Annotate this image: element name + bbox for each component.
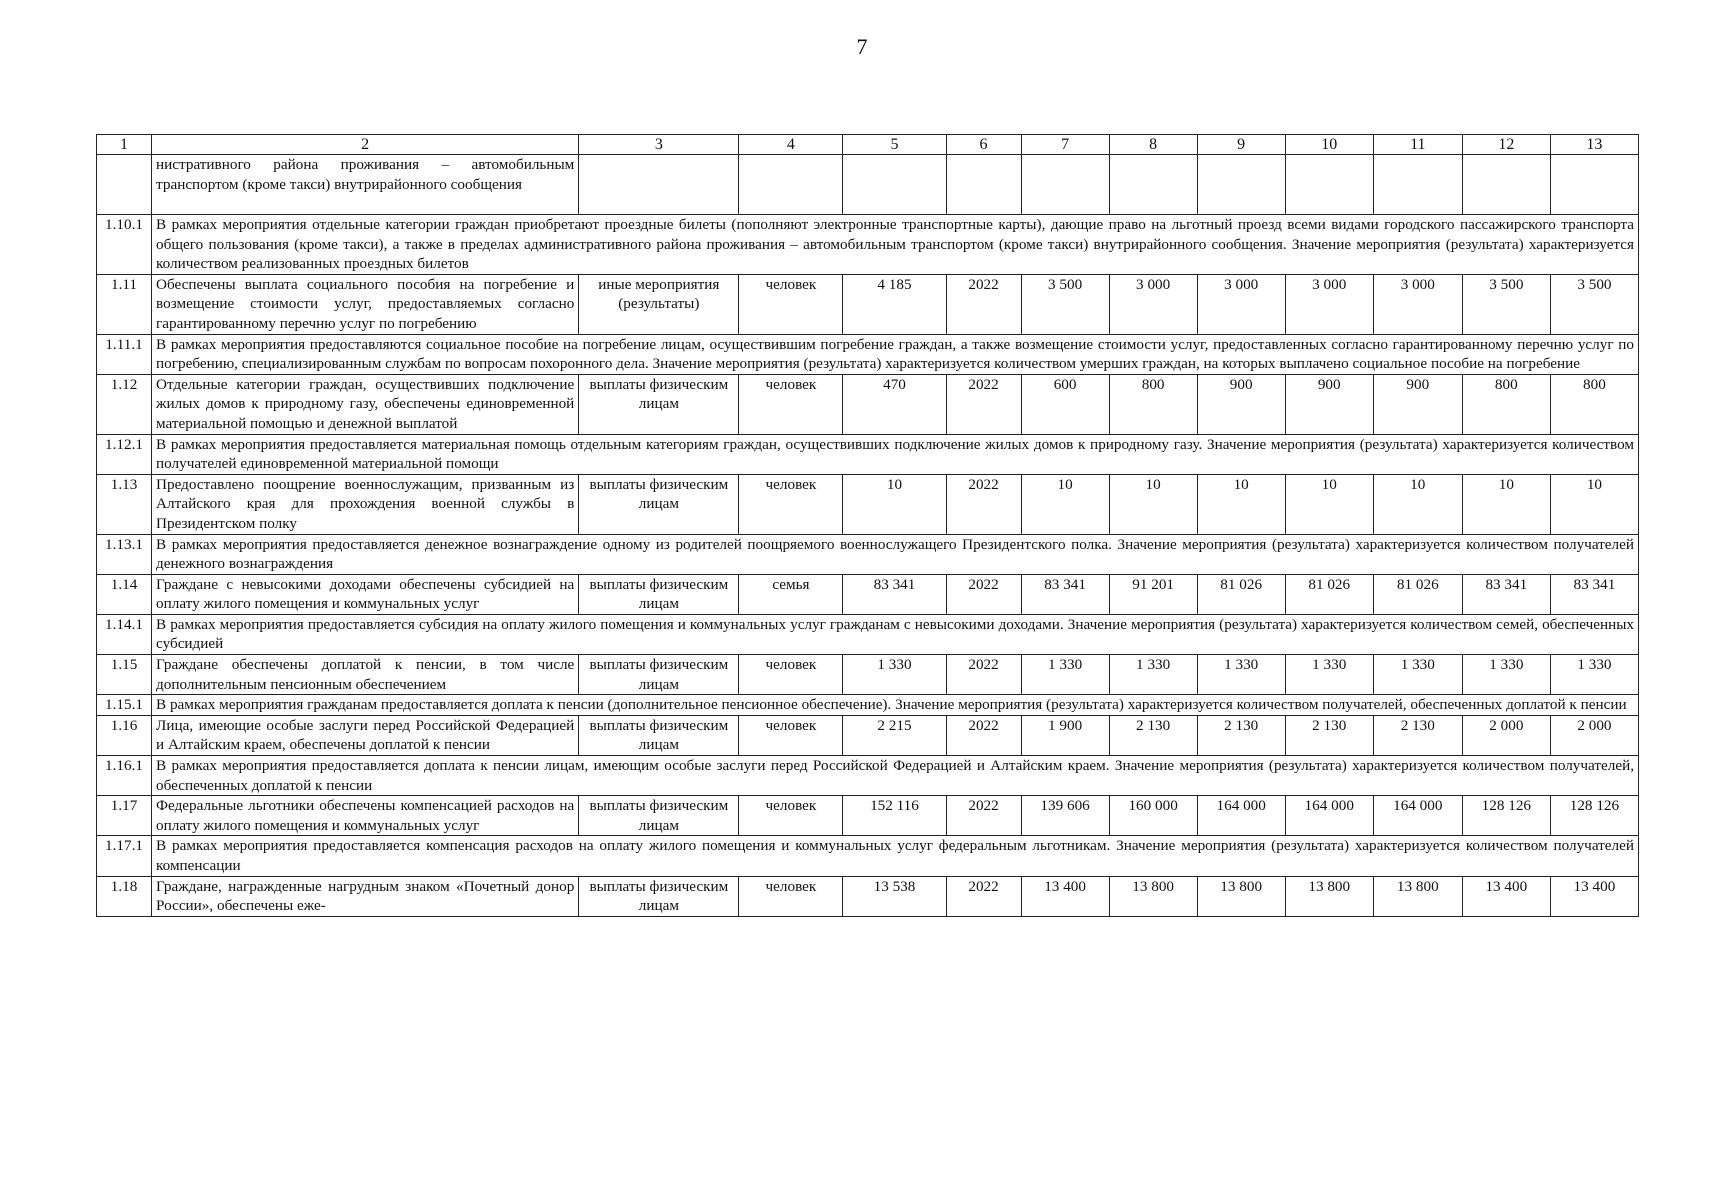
row-value: 1 330: [843, 655, 946, 695]
row-value: 2022: [946, 474, 1021, 534]
row-value: 152 116: [843, 796, 946, 836]
row-number: 1.12: [97, 374, 152, 434]
row-number: [97, 155, 152, 215]
row-type: выплаты физическим лицам: [579, 474, 739, 534]
row-unit: человек: [739, 655, 843, 695]
row-value: 1 330: [1462, 655, 1550, 695]
row-value: 128 126: [1462, 796, 1550, 836]
item-row: [97, 715, 1639, 755]
row-value: 3 000: [1197, 274, 1285, 334]
row-value: 13 538: [843, 876, 946, 916]
row-value: 800: [1462, 374, 1550, 434]
row-value: 4 185: [843, 274, 946, 334]
row-value: 13 800: [1373, 876, 1462, 916]
row-number: 1.17: [97, 796, 152, 836]
column-header: 1: [97, 135, 152, 155]
row-value: 2 000: [1550, 715, 1638, 755]
row-value: 10: [1285, 474, 1373, 534]
row-unit: человек: [739, 474, 843, 534]
row-value: 128 126: [1550, 796, 1638, 836]
row-value: 3 500: [1462, 274, 1550, 334]
row-value: 13 400: [1550, 876, 1638, 916]
row-value: 3 500: [1550, 274, 1638, 334]
column-header: 4: [739, 135, 843, 155]
row-value: 2022: [946, 655, 1021, 695]
row-value: 139 606: [1021, 796, 1109, 836]
row-unit: человек: [739, 374, 843, 434]
description-row: [97, 334, 1639, 374]
row-value: 10: [1197, 474, 1285, 534]
row-number: 1.15: [97, 655, 152, 695]
row-name: Лица, имеющие особые заслуги перед Российской Федерацией и Алтайским краем, обеспечены доплатой к пенсии: [152, 715, 579, 755]
item-row: [97, 876, 1639, 916]
row-value: 83 341: [1021, 574, 1109, 614]
row-description: В рамках мероприятия отдельные категории граждан приобретают проездные билеты (пополняют электронные транспортные карты), дающие право на льготный проезд всеми видами городского пассажирского транспорта общего пользования (кроме такси), а также в пределах административного района проживания – автомобильным транспортом (кроме такси) внутрирайонного сообщения. Значение мероприятия (результата) характеризуется количеством реализованных проездных билетов: [152, 215, 1639, 275]
row-value: 2 130: [1373, 715, 1462, 755]
row-value: 800: [1550, 374, 1638, 434]
row-value: 1 900: [1021, 715, 1109, 755]
row-name: нистративного района проживания – автомобильным транспортом (кроме такси) внутрирайонного сообщения: [152, 155, 579, 215]
row-name: Предоставлено поощрение военнослужащим, призванным из Алтайского края для прохождения военной службы в Президентском полку: [152, 474, 579, 534]
row-value: 13 800: [1109, 876, 1197, 916]
column-header: 6: [946, 135, 1021, 155]
row-description: В рамках мероприятия предоставляется доплата к пенсии лицам, имеющим особые заслуги перед Российской Федерацией и Алтайским краем. Значение мероприятия (результата) характеризуется количеством получателей, обеспеченных доплатой к пенсии: [152, 756, 1639, 796]
row-value: 1 330: [1021, 655, 1109, 695]
column-header: 10: [1285, 135, 1373, 155]
row-number: 1.14.1: [97, 614, 152, 654]
row-value: 10: [1462, 474, 1550, 534]
description-row: [97, 756, 1639, 796]
row-type: иные мероприятия (результаты): [579, 274, 739, 334]
row-number: 1.12.1: [97, 434, 152, 474]
row-value: 2022: [946, 274, 1021, 334]
column-header: 12: [1462, 135, 1550, 155]
row-type: выплаты физическим лицам: [579, 374, 739, 434]
row-value: 3 000: [1109, 274, 1197, 334]
row-description: В рамках мероприятия предоставляется материальная помощь отдельным категориям граждан, осуществивших подключение жилых домов к природному газу. Значение мероприятия (результата) характеризуется количеством получателей единовременной материальной помощи: [152, 434, 1639, 474]
description-row: [97, 215, 1639, 275]
row-description: В рамках мероприятия предоставляется компенсация расходов на оплату жилого помещения и коммунальных услуг федеральным льготникам. Значение мероприятия (результата) характеризуется количеством получателей компенсации: [152, 836, 1639, 876]
row-number: 1.15.1: [97, 695, 152, 716]
column-numbers-row: [97, 135, 1639, 155]
row-value: 3 000: [1373, 274, 1462, 334]
row-value: 13 800: [1285, 876, 1373, 916]
description-row: [97, 614, 1639, 654]
row-value: 1 330: [1285, 655, 1373, 695]
row-description: В рамках мероприятия гражданам предоставляется доплата к пенсии (дополнительное пенсионное обеспечение). Значение мероприятия (результата) характеризуется количеством получателей, обеспеченных доплатой к пенсии: [152, 695, 1639, 716]
row-value: 13 400: [1021, 876, 1109, 916]
column-header: 8: [1109, 135, 1197, 155]
row-description: В рамках мероприятия предоставляется денежное вознаграждение одному из родителей поощряемого военнослужащего Президентского полка. Значение мероприятия (результата) характеризуется количеством получателей денежного вознаграждения: [152, 534, 1639, 574]
row-value: 2022: [946, 715, 1021, 755]
row-description: В рамках мероприятия предоставляется субсидия на оплату жилого помещения и коммунальных услуг гражданам с невысокими доходами. Значение мероприятия (результата) характеризуется количеством семей, обеспеченных субсидией: [152, 614, 1639, 654]
row-number: 1.13.1: [97, 534, 152, 574]
column-header: 3: [579, 135, 739, 155]
description-row: [97, 836, 1639, 876]
row-value: 3 000: [1285, 274, 1373, 334]
column-header: 9: [1197, 135, 1285, 155]
row-name: Граждане с невысокими доходами обеспечены субсидией на оплату жилого помещения и коммунальных услуг: [152, 574, 579, 614]
column-header: 7: [1021, 135, 1109, 155]
row-value: 2 130: [1109, 715, 1197, 755]
indicators-table: [96, 134, 1639, 917]
row-value: 900: [1197, 374, 1285, 434]
row-unit: семья: [739, 574, 843, 614]
row-name: Граждане, награжденные нагрудным знаком «Почетный донор России», обеспечены еже-: [152, 876, 579, 916]
column-header: 13: [1550, 135, 1638, 155]
row-value: 900: [1285, 374, 1373, 434]
row-unit: человек: [739, 715, 843, 755]
row-value: 800: [1109, 374, 1197, 434]
row-value: 10: [1021, 474, 1109, 534]
row-type: выплаты физическим лицам: [579, 715, 739, 755]
row-value: 10: [1373, 474, 1462, 534]
item-row: [97, 574, 1639, 614]
row-unit: человек: [739, 796, 843, 836]
row-number: 1.16.1: [97, 756, 152, 796]
row-type: выплаты физическим лицам: [579, 574, 739, 614]
row-value: 2 130: [1285, 715, 1373, 755]
row-value: 900: [1373, 374, 1462, 434]
row-description: В рамках мероприятия предоставляются социальное пособие на погребение лицам, осуществившим погребение граждан, а также возмещение стоимости услуг, предоставленных согласно гарантированному перечню услуг по погребению, специализированным службам по вопросам похоронного дела. Значение мероприятия (результата) характеризуется количеством умерших граждан, на которых выплачено социальное пособие на погребение: [152, 334, 1639, 374]
row-value: 1 330: [1197, 655, 1285, 695]
row-number: 1.18: [97, 876, 152, 916]
row-type: выплаты физическим лицам: [579, 876, 739, 916]
row-value: 91 201: [1109, 574, 1197, 614]
row-number: 1.11: [97, 274, 152, 334]
continuation-row: [97, 155, 1639, 215]
row-value: 13 400: [1462, 876, 1550, 916]
row-number: 1.17.1: [97, 836, 152, 876]
row-number: 1.14: [97, 574, 152, 614]
row-value: 10: [1550, 474, 1638, 534]
row-number: 1.11.1: [97, 334, 152, 374]
row-value: 164 000: [1197, 796, 1285, 836]
row-value: 2 000: [1462, 715, 1550, 755]
row-value: 10: [843, 474, 946, 534]
row-value: 2 130: [1197, 715, 1285, 755]
row-value: 83 341: [1462, 574, 1550, 614]
row-value: 470: [843, 374, 946, 434]
page-number: 7: [856, 34, 868, 59]
row-value: 1 330: [1109, 655, 1197, 695]
row-value: 83 341: [843, 574, 946, 614]
row-number: 1.13: [97, 474, 152, 534]
row-value: 1 330: [1373, 655, 1462, 695]
row-name: Граждане обеспечены доплатой к пенсии, в том числе дополнительным пенсионным обеспечением: [152, 655, 579, 695]
row-value: 1 330: [1550, 655, 1638, 695]
description-row: [97, 695, 1639, 716]
row-value: 3 500: [1021, 274, 1109, 334]
row-value: 2022: [946, 374, 1021, 434]
row-value: 2022: [946, 574, 1021, 614]
row-unit: человек: [739, 876, 843, 916]
column-header: 11: [1373, 135, 1462, 155]
row-value: 13 800: [1197, 876, 1285, 916]
row-value: 160 000: [1109, 796, 1197, 836]
item-row: [97, 796, 1639, 836]
description-row: [97, 434, 1639, 474]
item-row: [97, 655, 1639, 695]
row-name: Обеспечены выплата социального пособия на погребение и возмещение стоимости услуг, предоставляемых согласно гарантированному перечню услуг по погребению: [152, 274, 579, 334]
row-number: 1.16: [97, 715, 152, 755]
row-value: 164 000: [1285, 796, 1373, 836]
column-header: 5: [843, 135, 946, 155]
row-type: выплаты физическим лицам: [579, 796, 739, 836]
description-row: [97, 534, 1639, 574]
row-type: выплаты физическим лицам: [579, 655, 739, 695]
column-header: 2: [152, 135, 579, 155]
row-value: 81 026: [1373, 574, 1462, 614]
row-name: Федеральные льготники обеспечены компенсацией расходов на оплату жилого помещения и коммунальных услуг: [152, 796, 579, 836]
row-value: 2022: [946, 876, 1021, 916]
item-row: [97, 474, 1639, 534]
row-value: 2 215: [843, 715, 946, 755]
row-value: 10: [1109, 474, 1197, 534]
row-value: 164 000: [1373, 796, 1462, 836]
row-value: 2022: [946, 796, 1021, 836]
item-row: [97, 374, 1639, 434]
row-value: 83 341: [1550, 574, 1638, 614]
row-unit: человек: [739, 274, 843, 334]
row-value: 81 026: [1285, 574, 1373, 614]
row-value: 81 026: [1197, 574, 1285, 614]
row-name: Отдельные категории граждан, осуществивших подключение жилых домов к природному газу, обеспечены единовременной материальной помощью и денежной выплатой: [152, 374, 579, 434]
item-row: [97, 274, 1639, 334]
row-value: 600: [1021, 374, 1109, 434]
row-number: 1.10.1: [97, 215, 152, 275]
